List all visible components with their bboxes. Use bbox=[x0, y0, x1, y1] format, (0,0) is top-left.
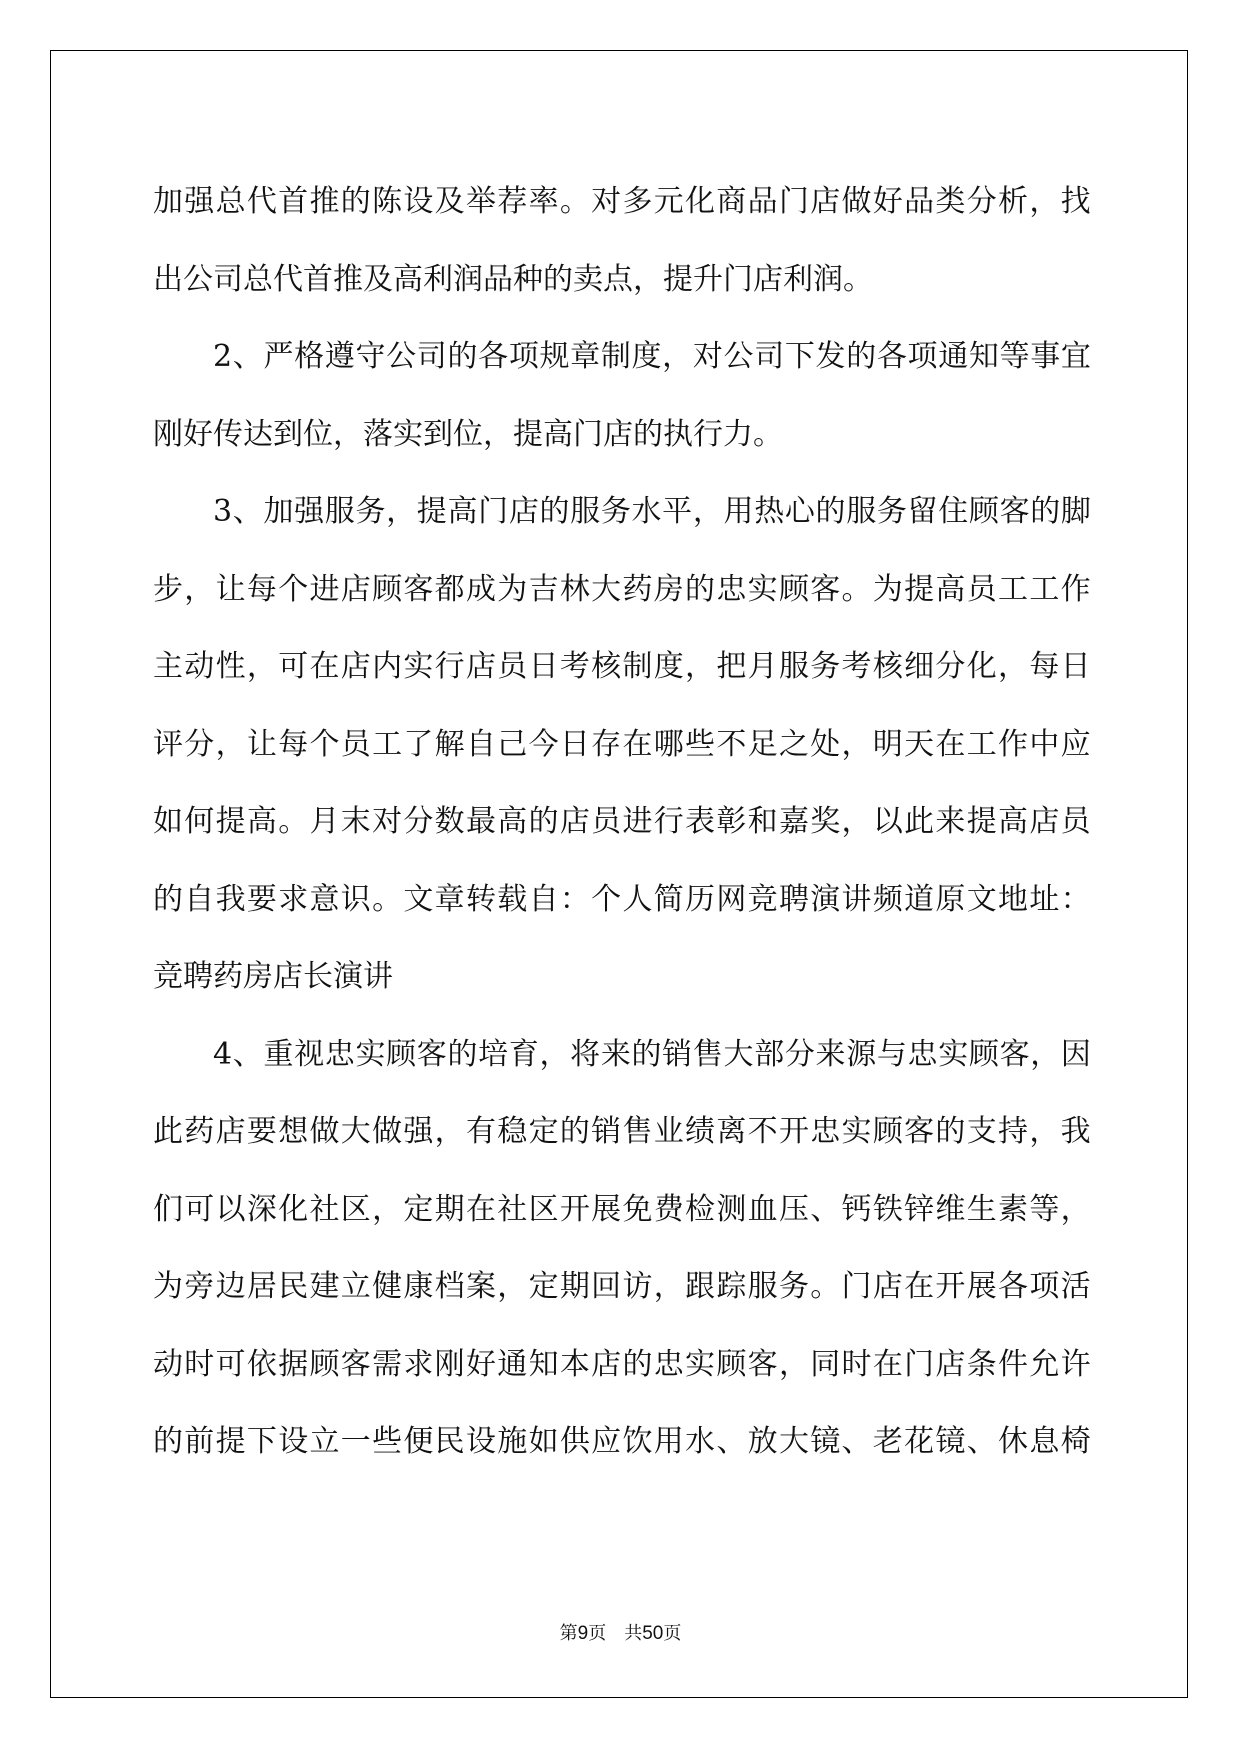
text-line: 2 、 严 格 遵 守 公 司 的 各 项 规 章 制 度 ， 对 公 司 下 发 的 各 项 通 知 等 事 宜 bbox=[213, 339, 1091, 374]
text-line: 为 旁 边 居 民 建 立 健 康 档 案 ， 定 期 回 访 ， 跟 踪 服 务 。 门 店 在 开 展 各 项 活 bbox=[153, 1269, 1091, 1304]
footer-total-suffix: 页 bbox=[663, 1623, 682, 1644]
footer-page-prefix: 第 bbox=[559, 1623, 578, 1644]
text-line: 动 时 可 依 据 顾 客 需 求 刚 好 通 知 本 店 的 忠 实 顾 客 ， 同 时 在 门 店 条 件 允 许 bbox=[153, 1346, 1091, 1382]
text-line: 的 自 我 要 求 意 识 。 文 章 转 载 自 ： 个 人 简 历 网 竞 聘 演 讲 频 道 原 文 地 址 ： bbox=[153, 881, 1091, 917]
text-line: 评 分 ， 让 每 个 员 工 了 解 自 己 今 日 存 在 哪 些 不 足 之 处 ， 明 天 在 工 作 中 应 bbox=[153, 726, 1091, 762]
footer-page-suffix: 页 bbox=[588, 1623, 607, 1644]
text-line: 竞聘药房店长演讲 bbox=[153, 959, 393, 994]
text-line: 的 前 提 下 设 立 一 些 便 民 设 施 如 供 应 饮 用 水 、 放 大 镜 、 老 花 镜 、 休 息 椅 bbox=[153, 1424, 1091, 1459]
document-body bbox=[153, 163, 1091, 1481]
text-line: 3 、 加 强 服 务 ， 提 高 门 店 的 服 务 水 平 ， 用 热 心 的 服 务 留 住 顾 客 的 脚 bbox=[213, 494, 1091, 529]
text-line: 刚好传达到位，落实到位，提高门店的执行力。 bbox=[153, 416, 783, 452]
text-line: 主 动 性 ， 可 在 店 内 实 行 店 员 日 考 核 制 度 ， 把 月 服 务 考 核 细 分 化 ， 每 日 bbox=[153, 649, 1091, 684]
text-line: 们 可 以 深 化 社 区 ， 定 期 在 社 区 开 展 免 费 检 测 血 压 、 钙 铁 锌 维 生 素 等 ， bbox=[153, 1191, 1091, 1227]
text-line: 此 药 店 要 想 做 大 做 强 ， 有 稳 定 的 销 售 业 绩 离 不 开 忠 实 顾 客 的 支 持 ， 我 bbox=[153, 1114, 1091, 1149]
text-line: 4 、 重 视 忠 实 顾 客 的 培 育 ， 将 来 的 销 售 大 部 分 来 源 与 忠 实 顾 客 ， 因 bbox=[213, 1036, 1091, 1072]
text-line: 步 ， 让 每 个 进 店 顾 客 都 成 为 吉 林 大 药 房 的 忠 实 顾 客 。 为 提 高 员 工 工 作 bbox=[153, 571, 1091, 607]
text-line: 如 何 提 高 。 月 末 对 分 数 最 高 的 店 员 进 行 表 彰 和 嘉 奖 ， 以 此 来 提 高 店 员 bbox=[153, 804, 1091, 839]
text-line: 加 强 总 代 首 推 的 陈 设 及 举 荐 率 。 对 多 元 化 商 品 门 店 做 好 品 类 分 析 ， 找 bbox=[153, 184, 1091, 219]
footer-total-prefix: 共 bbox=[624, 1623, 643, 1644]
footer-page-number: 9 bbox=[577, 1623, 589, 1644]
text-line: 出公司总代首推及高利润品种的卖点，提升门店利润。 bbox=[153, 261, 873, 297]
footer-total-pages: 50 bbox=[642, 1623, 664, 1644]
page-footer bbox=[0, 1619, 1241, 1645]
